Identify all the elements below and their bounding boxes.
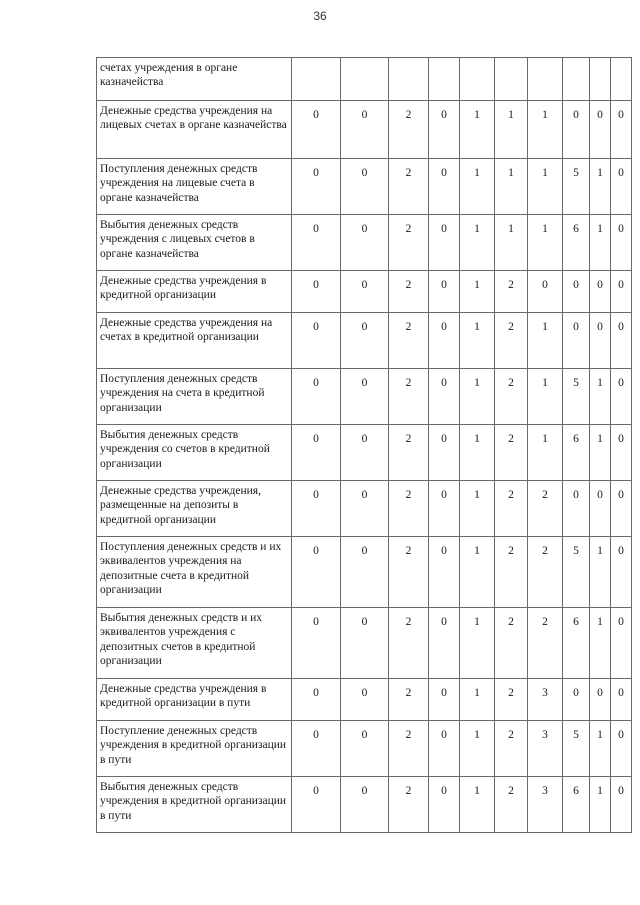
code-digit-cell: 2	[389, 271, 429, 313]
code-digit-cell: 6	[563, 425, 590, 481]
code-digit-cell: 0	[292, 481, 341, 537]
code-digit-cell	[460, 58, 495, 101]
code-digit-cell: 0	[429, 777, 460, 833]
table-row	[97, 608, 632, 679]
code-digit-cell: 1	[460, 425, 495, 481]
account-name-cell: Выбытия денежных средств учреждения в кредитной организации в пути	[97, 777, 292, 833]
table-row	[97, 537, 632, 608]
code-digit-cell: 0	[292, 721, 341, 777]
code-digit-cell: 2	[389, 537, 429, 608]
code-digit-cell: 0	[611, 159, 632, 215]
code-digit-cell: 0	[341, 721, 389, 777]
code-digit-cell: 2	[389, 679, 429, 721]
code-digit-cell: 0	[341, 425, 389, 481]
code-digit-cell: 0	[341, 608, 389, 679]
code-digit-cell: 0	[292, 101, 341, 159]
table-row	[97, 215, 632, 271]
code-digit-cell: 0	[292, 271, 341, 313]
code-digit-cell: 2	[495, 425, 528, 481]
code-digit-cell: 0	[429, 159, 460, 215]
code-digit-cell: 0	[611, 313, 632, 369]
account-name-cell: Выбытия денежных средств учреждения со счетов в кредитной организации	[97, 425, 292, 481]
code-digit-cell: 6	[563, 215, 590, 271]
code-digit-cell: 1	[495, 101, 528, 159]
code-digit-cell: 0	[590, 101, 611, 159]
account-name-cell: Денежные средства учреждения в кредитной организации в пути	[97, 679, 292, 721]
code-digit-cell: 2	[495, 537, 528, 608]
code-digit-cell: 1	[460, 481, 495, 537]
code-digit-cell	[528, 58, 563, 101]
code-digit-cell: 0	[611, 608, 632, 679]
code-digit-cell: 0	[292, 215, 341, 271]
code-digit-cell: 0	[292, 608, 341, 679]
code-digit-cell: 0	[292, 369, 341, 425]
code-digit-cell: 1	[460, 537, 495, 608]
code-digit-cell: 0	[429, 425, 460, 481]
code-digit-cell: 0	[292, 537, 341, 608]
code-digit-cell: 2	[495, 777, 528, 833]
account-name-cell: Выбытия денежных средств и их эквивалентов учреждения с депозитных счетов в кредитной организации	[97, 608, 292, 679]
code-digit-cell: 1	[460, 271, 495, 313]
code-digit-cell: 0	[429, 481, 460, 537]
code-digit-cell: 0	[590, 679, 611, 721]
code-digit-cell: 0	[563, 101, 590, 159]
code-digit-cell: 2	[389, 215, 429, 271]
code-digit-cell: 1	[460, 215, 495, 271]
code-digit-cell: 0	[611, 369, 632, 425]
code-digit-cell: 1	[590, 777, 611, 833]
code-digit-cell: 1	[590, 425, 611, 481]
code-digit-cell: 1	[460, 101, 495, 159]
code-digit-cell: 1	[590, 608, 611, 679]
account-name-cell: Денежные средства учреждения на счетах в кредитной организации	[97, 313, 292, 369]
code-digit-cell: 0	[590, 313, 611, 369]
table-row	[97, 721, 632, 777]
code-digit-cell: 1	[528, 425, 563, 481]
code-digit-cell: 2	[528, 537, 563, 608]
code-digit-cell: 2	[389, 159, 429, 215]
code-digit-cell: 3	[528, 679, 563, 721]
code-digit-cell	[590, 58, 611, 101]
code-digit-cell: 0	[563, 679, 590, 721]
code-digit-cell: 0	[429, 721, 460, 777]
account-name-cell: Денежные средства учреждения на лицевых счетах в органе казначейства	[97, 101, 292, 159]
code-digit-cell: 1	[460, 679, 495, 721]
code-digit-cell: 1	[460, 721, 495, 777]
table-row	[97, 481, 632, 537]
code-digit-cell: 0	[341, 679, 389, 721]
code-digit-cell	[292, 58, 341, 101]
code-digit-cell: 0	[611, 481, 632, 537]
code-digit-cell: 0	[292, 777, 341, 833]
account-name-cell: Поступления денежных средств учреждения на лицевые счета в органе казначейства	[97, 159, 292, 215]
code-digit-cell: 0	[429, 537, 460, 608]
code-digit-cell: 2	[495, 679, 528, 721]
code-digit-cell: 2	[495, 608, 528, 679]
code-digit-cell: 0	[341, 271, 389, 313]
table-row	[97, 313, 632, 369]
account-name-cell: Поступление денежных средств учреждения в кредитной организации в пути	[97, 721, 292, 777]
account-name-cell: Поступления денежных средств учреждения на счета в кредитной организации	[97, 369, 292, 425]
code-digit-cell: 0	[429, 369, 460, 425]
code-digit-cell: 5	[563, 369, 590, 425]
account-name-cell: счетах учреждения в органе казначейства	[97, 58, 292, 101]
code-digit-cell: 2	[389, 101, 429, 159]
code-digit-cell: 2	[389, 608, 429, 679]
code-digit-cell: 0	[611, 537, 632, 608]
table-row	[97, 271, 632, 313]
code-digit-cell	[341, 58, 389, 101]
code-digit-cell	[389, 58, 429, 101]
accounts-table	[96, 57, 632, 833]
account-name-cell: Денежные средства учреждения в кредитной организации	[97, 271, 292, 313]
code-digit-cell: 1	[528, 215, 563, 271]
code-digit-cell: 2	[389, 369, 429, 425]
code-digit-cell: 1	[460, 369, 495, 425]
code-digit-cell: 0	[563, 313, 590, 369]
table-row	[97, 777, 632, 833]
code-digit-cell: 0	[590, 271, 611, 313]
code-digit-cell: 1	[590, 369, 611, 425]
code-digit-cell: 5	[563, 159, 590, 215]
code-digit-cell: 0	[341, 481, 389, 537]
code-digit-cell: 1	[590, 721, 611, 777]
code-digit-cell: 0	[563, 481, 590, 537]
code-digit-cell: 1	[590, 159, 611, 215]
code-digit-cell: 2	[389, 425, 429, 481]
code-digit-cell: 2	[389, 721, 429, 777]
code-digit-cell: 0	[341, 159, 389, 215]
code-digit-cell: 2	[495, 481, 528, 537]
code-digit-cell: 2	[528, 608, 563, 679]
code-digit-cell	[429, 58, 460, 101]
table-row	[97, 58, 632, 101]
code-digit-cell: 3	[528, 721, 563, 777]
code-digit-cell: 0	[341, 215, 389, 271]
code-digit-cell: 1	[495, 159, 528, 215]
code-digit-cell: 0	[429, 271, 460, 313]
code-digit-cell: 0	[429, 608, 460, 679]
code-digit-cell: 0	[341, 537, 389, 608]
code-digit-cell	[495, 58, 528, 101]
code-digit-cell: 1	[460, 777, 495, 833]
code-digit-cell: 5	[563, 537, 590, 608]
code-digit-cell: 3	[528, 777, 563, 833]
code-digit-cell: 0	[611, 425, 632, 481]
account-name-cell: Выбытия денежных средств учреждения с лицевых счетов в органе казначейства	[97, 215, 292, 271]
code-digit-cell: 1	[460, 608, 495, 679]
code-digit-cell: 0	[611, 721, 632, 777]
code-digit-cell: 6	[563, 608, 590, 679]
code-digit-cell: 0	[611, 777, 632, 833]
code-digit-cell: 2	[495, 271, 528, 313]
code-digit-cell: 1	[590, 537, 611, 608]
code-digit-cell: 1	[590, 215, 611, 271]
page-number: 36	[313, 9, 327, 23]
code-digit-cell: 5	[563, 721, 590, 777]
code-digit-cell: 0	[429, 215, 460, 271]
code-digit-cell: 2	[389, 777, 429, 833]
code-digit-cell: 1	[528, 101, 563, 159]
code-digit-cell: 0	[292, 679, 341, 721]
code-digit-cell: 0	[611, 271, 632, 313]
code-digit-cell: 0	[611, 215, 632, 271]
code-digit-cell: 1	[528, 313, 563, 369]
table-row	[97, 159, 632, 215]
code-digit-cell: 2	[389, 481, 429, 537]
code-digit-cell: 0	[563, 271, 590, 313]
code-digit-cell: 1	[528, 369, 563, 425]
code-digit-cell	[611, 58, 632, 101]
code-digit-cell: 0	[341, 313, 389, 369]
code-digit-cell: 2	[495, 313, 528, 369]
code-digit-cell: 0	[341, 777, 389, 833]
code-digit-cell: 2	[528, 481, 563, 537]
code-digit-cell: 1	[495, 215, 528, 271]
code-digit-cell: 0	[429, 101, 460, 159]
code-digit-cell: 1	[528, 159, 563, 215]
code-digit-cell: 6	[563, 777, 590, 833]
code-digit-cell: 0	[292, 313, 341, 369]
code-digit-cell: 0	[528, 271, 563, 313]
table-row	[97, 369, 632, 425]
table-row	[97, 101, 632, 159]
account-name-cell: Поступления денежных средств и их эквивалентов учреждения на депозитные счета в кредитной организации	[97, 537, 292, 608]
table-row	[97, 425, 632, 481]
code-digit-cell: 2	[495, 369, 528, 425]
code-digit-cell: 0	[611, 679, 632, 721]
code-digit-cell: 0	[292, 425, 341, 481]
code-digit-cell	[563, 58, 590, 101]
code-digit-cell: 0	[429, 313, 460, 369]
code-digit-cell: 1	[460, 313, 495, 369]
code-digit-cell: 0	[429, 679, 460, 721]
code-digit-cell: 1	[460, 159, 495, 215]
code-digit-cell: 0	[611, 101, 632, 159]
code-digit-cell: 2	[495, 721, 528, 777]
table-row	[97, 679, 632, 721]
code-digit-cell: 2	[389, 313, 429, 369]
code-digit-cell: 0	[341, 101, 389, 159]
code-digit-cell: 0	[590, 481, 611, 537]
code-digit-cell: 0	[341, 369, 389, 425]
code-digit-cell: 0	[292, 159, 341, 215]
account-name-cell: Денежные средства учреждения, размещенные на депозиты в кредитной организации	[97, 481, 292, 537]
